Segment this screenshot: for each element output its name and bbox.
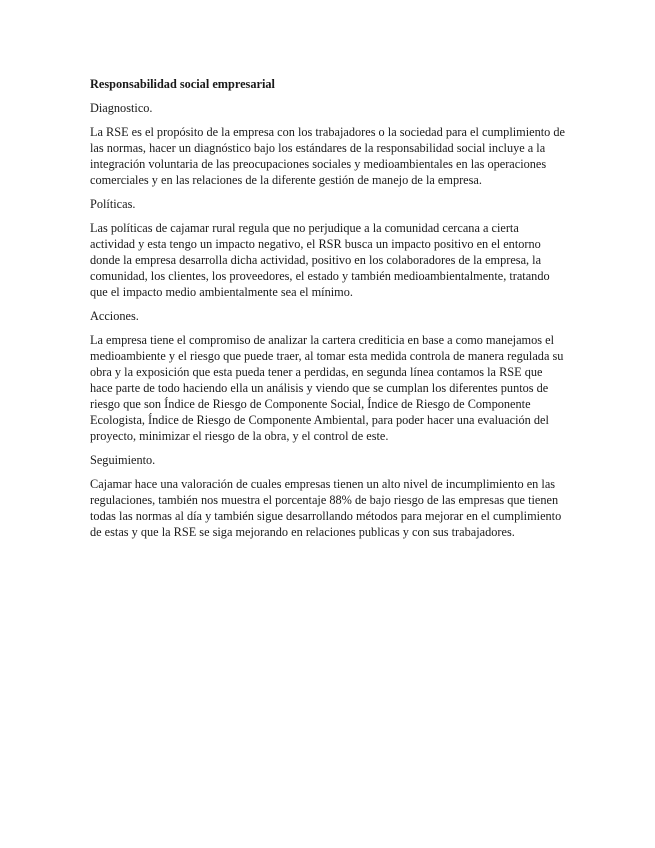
document-content bbox=[90, 76, 565, 548]
section-heading-acciones: Acciones. bbox=[90, 309, 139, 323]
section-body-politicas: Las políticas de cajamar rural regula que no perjudique a la comunidad cercana a cierta actividad y esta tengo un impacto negativo, el RSR busca un impacto positivo en el entorno donde la empresa desarrolla dicha actividad, positivo en los colaboradores de la empresa, la comunidad, los clientes, los proveedores, el estado y también medioambientalmente, tratando que el impacto medio ambientalmente sea el mínimo. bbox=[90, 221, 550, 299]
section-body-seguimiento: Cajamar hace una valoración de cuales empresas tienen un alto nivel de incumplimiento en las regulaciones, también nos muestra el porcentaje 88% de bajo riesgo de las empresas que tienen todas las normas al día y también sigue desarrollando métodos para mejorar en el cumplimiento de estas y que la RSE se siga mejorando en relaciones publicas y con sus trabajadores. bbox=[90, 477, 562, 539]
section-body-diagnostico: La RSE es el propósito de la empresa con los trabajadores o la sociedad para el cumplimiento de las normas, hacer un diagnóstico bajo los estándares de la responsabilidad social incluye a la integración voluntaria de las preocupaciones sociales y medioambientales en las operaciones comerciales y en las relaciones de la diferente gestión de manejo de la empresa. bbox=[90, 125, 565, 187]
document-title: Responsabilidad social empresarial bbox=[90, 77, 275, 91]
section-heading-diagnostico: Diagnostico. bbox=[90, 101, 153, 115]
section-heading-seguimiento: Seguimiento. bbox=[90, 453, 156, 467]
section-heading-politicas: Políticas. bbox=[90, 197, 136, 211]
section-body-acciones: La empresa tiene el compromiso de analizar la cartera crediticia en base a como manejamos el medioambiente y el riesgo que puede traer, al tomar esta medida controla de manera regulada su obra y la exposición que esta pueda tener a perdidas, en segunda línea contamos la RSE que hace parte de todo haciendo ella un análisis y viendo que se cumplan los diferentes puntos de riesgo que son Índice de Riesgo de Componente Social, Índice de Riesgo de Componente Ecologista, Índice de Riesgo de Componente Ambiental, para poder hacer una evaluación del proyecto, minimizar el riesgo de la obra, y el control de este. bbox=[90, 333, 564, 443]
